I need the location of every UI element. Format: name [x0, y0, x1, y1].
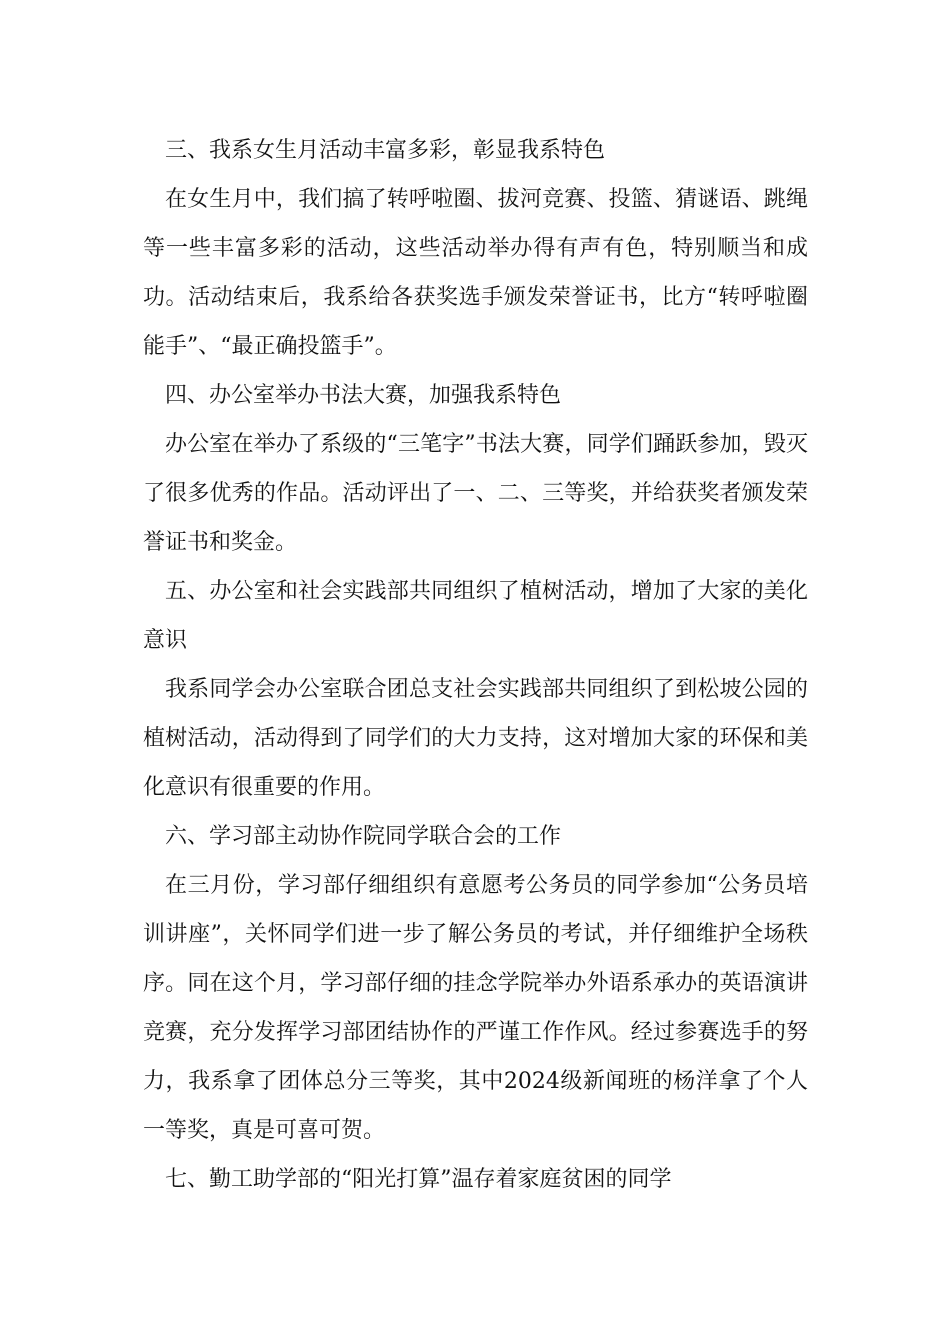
section-4-heading: 四、办公室举办书法大赛，加强我系特色 — [165, 383, 562, 408]
document-body — [143, 126, 808, 1204]
section-3-heading: 三、我系女生月活动丰富多彩，彰显我系特色 — [165, 138, 606, 163]
section-6-body: 在三月份，学习部仔细组织有意愿考公务员的同学参加“公务员培训讲座”，关怀同学们进一步了解公务员的考试，并仔细维护全场秩序。同在这个月，学习部仔细的挂念学院举办外语系承办的英语演讲竞赛，充分发挥学习部团结协作的严谨工作作风。经过参赛选手的努力，我系拿了团体总分三等奖，其中2024级新闻班的杨洋拿了个人一等奖，真是可喜可贺。 — [143, 873, 808, 1143]
section-4-body: 办公室在举办了系级的“三笔字”书法大赛，同学们踊跃参加，毁灭了很多优秀的作品。活动评出了一、二、三等奖，并给获奖者颁发荣誉证书和奖金。 — [143, 432, 808, 555]
section-7-heading: 七、勤工助学部的“阳光打算”温存着家庭贫困的同学 — [165, 1167, 672, 1192]
section-5-heading: 五、办公室和社会实践部共同组织了植树活动，增加了大家的美化意识 — [143, 579, 808, 653]
section-6-heading: 六、学习部主动协作院同学联合会的工作 — [165, 824, 562, 849]
section-3-body: 在女生月中，我们搞了转呼啦圈、拔河竞赛、投篮、猜谜语、跳绳等一些丰富多彩的活动，这些活动举办得有声有色，特别顺当和成功。活动结束后，我系给各获奖选手颁发荣誉证书，比方“转呼啦圈能手”、“最正确投篮手”。 — [143, 187, 808, 359]
section-5-body: 我系同学会办公室联合团总支社会实践部共同组织了到松坡公园的植树活动，活动得到了同学们的大力支持，这对增加大家的环保和美化意识有很重要的作用。 — [143, 677, 808, 800]
